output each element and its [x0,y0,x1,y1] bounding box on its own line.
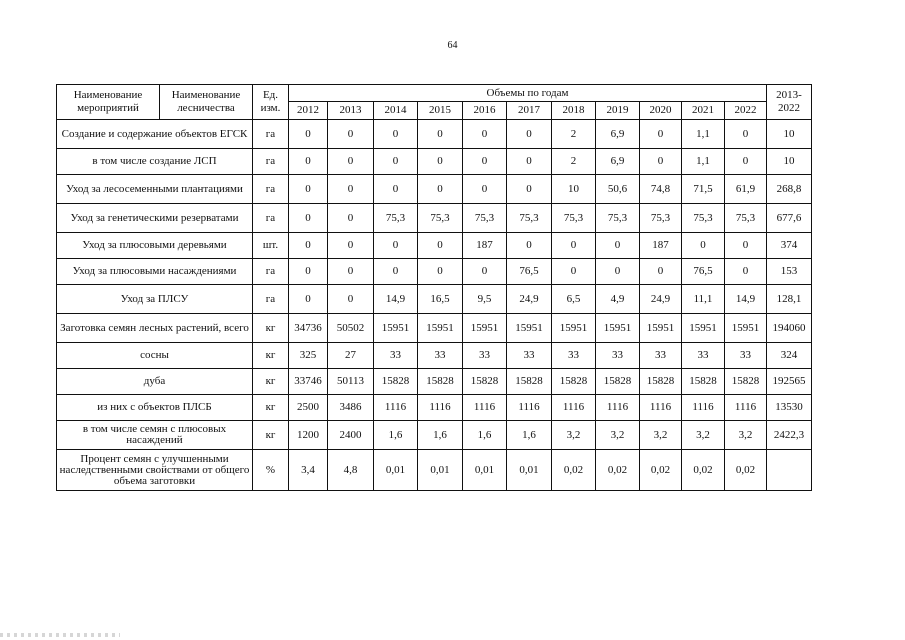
row-year-value: 3,2 [552,421,596,450]
row-year-value: 27 [328,343,374,369]
row-year-value: 15828 [507,369,552,395]
row-total [767,450,812,491]
row-year-value: 0 [289,233,328,259]
row-year-value: 1,6 [418,421,463,450]
header-year: 2013 [328,102,374,120]
row-year-value: 2 [552,120,596,149]
row-year-value: 75,3 [507,204,552,233]
table-row [57,175,812,204]
row-year-value: 0 [374,233,418,259]
row-year-value: 15951 [374,314,418,343]
row-year-value: 1116 [682,395,725,421]
row-unit: кг [253,314,289,343]
row-year-value: 15951 [507,314,552,343]
row-measure-name: в том числе создание ЛСП [57,149,253,175]
row-year-value: 3,2 [725,421,767,450]
row-year-value: 15828 [682,369,725,395]
row-year-value: 24,9 [507,285,552,314]
row-year-value: 3486 [328,395,374,421]
table-row [57,421,812,450]
row-year-value: 61,9 [725,175,767,204]
row-year-value: 187 [463,233,507,259]
row-year-value: 33 [374,343,418,369]
row-measure-name: из них с объектов ПЛСБ [57,395,253,421]
row-year-value: 9,5 [463,285,507,314]
row-year-value: 3,2 [682,421,725,450]
row-year-value: 0,02 [640,450,682,491]
header-total: 2013-2022 [767,85,812,120]
table-row [57,369,812,395]
row-year-value: 1116 [552,395,596,421]
row-year-value: 15828 [463,369,507,395]
row-total: 194060 [767,314,812,343]
row-year-value: 14,9 [725,285,767,314]
row-year-value: 325 [289,343,328,369]
row-year-value: 0 [725,259,767,285]
row-year-value: 33 [418,343,463,369]
row-year-value: 15951 [725,314,767,343]
table-row [57,314,812,343]
row-year-value: 15951 [552,314,596,343]
row-year-value: 0 [328,259,374,285]
row-unit: га [253,204,289,233]
row-year-value: 50,6 [596,175,640,204]
table-row [57,395,812,421]
row-measure-name: в том числе семян с плюсовых насаждений [57,421,253,450]
row-year-value: 1116 [725,395,767,421]
header-year: 2020 [640,102,682,120]
row-total: 2422,3 [767,421,812,450]
row-year-value: 3,2 [640,421,682,450]
row-measure-name: Процент семян с улучшенными наследственными свойствами от общего объема заготовки [57,450,253,491]
row-total: 324 [767,343,812,369]
row-year-value: 4,8 [328,450,374,491]
row-year-value: 0 [328,285,374,314]
header-year: 2018 [552,102,596,120]
row-year-value: 15828 [374,369,418,395]
row-year-value: 0 [725,120,767,149]
row-unit: га [253,259,289,285]
row-year-value: 0 [507,233,552,259]
header-measure-name: Наименование мероприятий [57,85,160,120]
row-unit: га [253,149,289,175]
row-year-value: 0,01 [507,450,552,491]
row-total: 192565 [767,369,812,395]
row-year-value: 0 [328,120,374,149]
row-year-value: 0 [725,233,767,259]
row-year-value: 75,3 [640,204,682,233]
row-unit: шт. [253,233,289,259]
row-year-value: 1116 [596,395,640,421]
row-year-value: 1,1 [682,149,725,175]
header-year: 2012 [289,102,328,120]
table-row [57,233,812,259]
row-year-value: 15951 [682,314,725,343]
row-year-value: 0 [418,120,463,149]
row-year-value: 0 [682,233,725,259]
row-year-value: 0 [596,259,640,285]
row-year-value: 0 [463,149,507,175]
row-total: 128,1 [767,285,812,314]
row-measure-name: Уход за плюсовыми деревьями [57,233,253,259]
row-year-value: 0 [552,233,596,259]
row-year-value: 2500 [289,395,328,421]
row-year-value: 1,6 [374,421,418,450]
row-year-value: 6,9 [596,120,640,149]
row-year-value: 33 [507,343,552,369]
row-year-value: 75,3 [552,204,596,233]
row-year-value: 0 [289,204,328,233]
row-year-value: 0 [328,204,374,233]
header-year: 2015 [418,102,463,120]
row-year-value: 0,01 [374,450,418,491]
table-row [57,149,812,175]
row-year-value: 33 [463,343,507,369]
row-year-value: 33 [596,343,640,369]
row-measure-name: сосны [57,343,253,369]
row-year-value: 15828 [725,369,767,395]
header-forestry: Наименование лесничества [160,85,253,120]
header-year: 2019 [596,102,640,120]
row-year-value: 0 [374,259,418,285]
row-measure-name: Заготовка семян лесных растений, всего [57,314,253,343]
row-year-value: 75,3 [725,204,767,233]
row-unit: кг [253,395,289,421]
row-measure-name: Создание и содержание объектов ЕГСК [57,120,253,149]
row-unit: га [253,285,289,314]
row-year-value: 0 [640,259,682,285]
row-year-value: 2400 [328,421,374,450]
row-year-value: 0 [289,149,328,175]
row-year-value: 33746 [289,369,328,395]
row-year-value: 14,9 [374,285,418,314]
table-row [57,204,812,233]
row-year-value: 15828 [418,369,463,395]
row-year-value: 0 [289,285,328,314]
row-year-value: 15951 [463,314,507,343]
row-year-value: 0 [507,175,552,204]
scan-artifact [0,633,120,637]
row-year-value: 0 [374,175,418,204]
table-row [57,343,812,369]
row-year-value: 0 [596,233,640,259]
row-year-value: 0 [463,120,507,149]
row-measure-name: Уход за генетическими резерватами [57,204,253,233]
forest-seed-measures-table [56,84,812,491]
row-year-value: 0 [374,149,418,175]
header-year: 2022 [725,102,767,120]
row-year-value: 0,01 [418,450,463,491]
row-year-value: 15951 [418,314,463,343]
row-measure-name: Уход за плюсовыми насаждениями [57,259,253,285]
row-year-value: 0 [725,149,767,175]
row-year-value: 4,9 [596,285,640,314]
row-year-value: 0 [418,149,463,175]
header-volumes-by-year: Объемы по годам [289,85,767,102]
row-year-value: 33 [682,343,725,369]
row-unit: га [253,175,289,204]
row-year-value: 75,3 [596,204,640,233]
header-unit: Ед. изм. [253,85,289,120]
row-year-value: 50502 [328,314,374,343]
header-year: 2016 [463,102,507,120]
row-measure-name: Уход за ПЛСУ [57,285,253,314]
row-unit: га [253,120,289,149]
row-year-value: 15828 [596,369,640,395]
table-row [57,285,812,314]
row-year-value: 1116 [507,395,552,421]
row-year-value: 0 [289,120,328,149]
row-year-value: 33 [725,343,767,369]
row-year-value: 1,6 [507,421,552,450]
row-year-value: 0,01 [463,450,507,491]
row-year-value: 15951 [596,314,640,343]
row-year-value: 1116 [374,395,418,421]
row-total: 10 [767,149,812,175]
row-year-value: 24,9 [640,285,682,314]
header-year: 2017 [507,102,552,120]
row-measure-name: дуба [57,369,253,395]
row-year-value: 75,3 [463,204,507,233]
row-year-value: 16,5 [418,285,463,314]
row-year-value: 0 [463,259,507,285]
header-year: 2014 [374,102,418,120]
table-row [57,120,812,149]
row-total: 677,6 [767,204,812,233]
row-total: 153 [767,259,812,285]
row-year-value: 15828 [640,369,682,395]
row-year-value: 0 [463,175,507,204]
row-year-value: 0 [418,175,463,204]
row-year-value: 10 [552,175,596,204]
row-unit: кг [253,343,289,369]
row-year-value: 0 [328,233,374,259]
row-year-value: 0 [418,233,463,259]
row-year-value: 0 [640,120,682,149]
row-year-value: 187 [640,233,682,259]
row-year-value: 75,3 [418,204,463,233]
row-year-value: 0 [552,259,596,285]
row-year-value: 76,5 [682,259,725,285]
row-year-value: 11,1 [682,285,725,314]
row-year-value: 6,5 [552,285,596,314]
row-year-value: 1,1 [682,120,725,149]
row-year-value: 0 [328,149,374,175]
row-year-value: 74,8 [640,175,682,204]
row-year-value: 34736 [289,314,328,343]
table-row [57,259,812,285]
page-number: 64 [447,40,458,51]
row-year-value: 1116 [418,395,463,421]
row-year-value: 71,5 [682,175,725,204]
row-year-value: 1200 [289,421,328,450]
row-year-value: 0 [374,120,418,149]
row-year-value: 15951 [640,314,682,343]
row-year-value: 76,5 [507,259,552,285]
row-measure-name: Уход за лесосеменными плантациями [57,175,253,204]
row-year-value: 15828 [552,369,596,395]
row-unit: кг [253,369,289,395]
row-year-value: 1116 [640,395,682,421]
row-year-value: 33 [640,343,682,369]
row-year-value: 0 [507,149,552,175]
row-year-value: 0,02 [596,450,640,491]
row-year-value: 0 [289,175,328,204]
row-total: 374 [767,233,812,259]
row-total: 10 [767,120,812,149]
row-year-value: 3,2 [596,421,640,450]
row-year-value: 1,6 [463,421,507,450]
row-year-value: 75,3 [682,204,725,233]
row-year-value: 0,02 [682,450,725,491]
row-year-value: 2 [552,149,596,175]
row-year-value: 50113 [328,369,374,395]
row-year-value: 33 [552,343,596,369]
row-year-value: 0 [418,259,463,285]
row-year-value: 0 [640,149,682,175]
row-year-value: 75,3 [374,204,418,233]
row-total: 268,8 [767,175,812,204]
row-year-value: 0,02 [552,450,596,491]
header-year: 2021 [682,102,725,120]
table-row [57,450,812,491]
row-unit: % [253,450,289,491]
row-total: 13530 [767,395,812,421]
row-year-value: 0 [328,175,374,204]
row-year-value: 1116 [463,395,507,421]
row-year-value: 0 [507,120,552,149]
row-year-value: 0 [289,259,328,285]
row-unit: кг [253,421,289,450]
row-year-value: 6,9 [596,149,640,175]
row-year-value: 0,02 [725,450,767,491]
row-year-value: 3,4 [289,450,328,491]
